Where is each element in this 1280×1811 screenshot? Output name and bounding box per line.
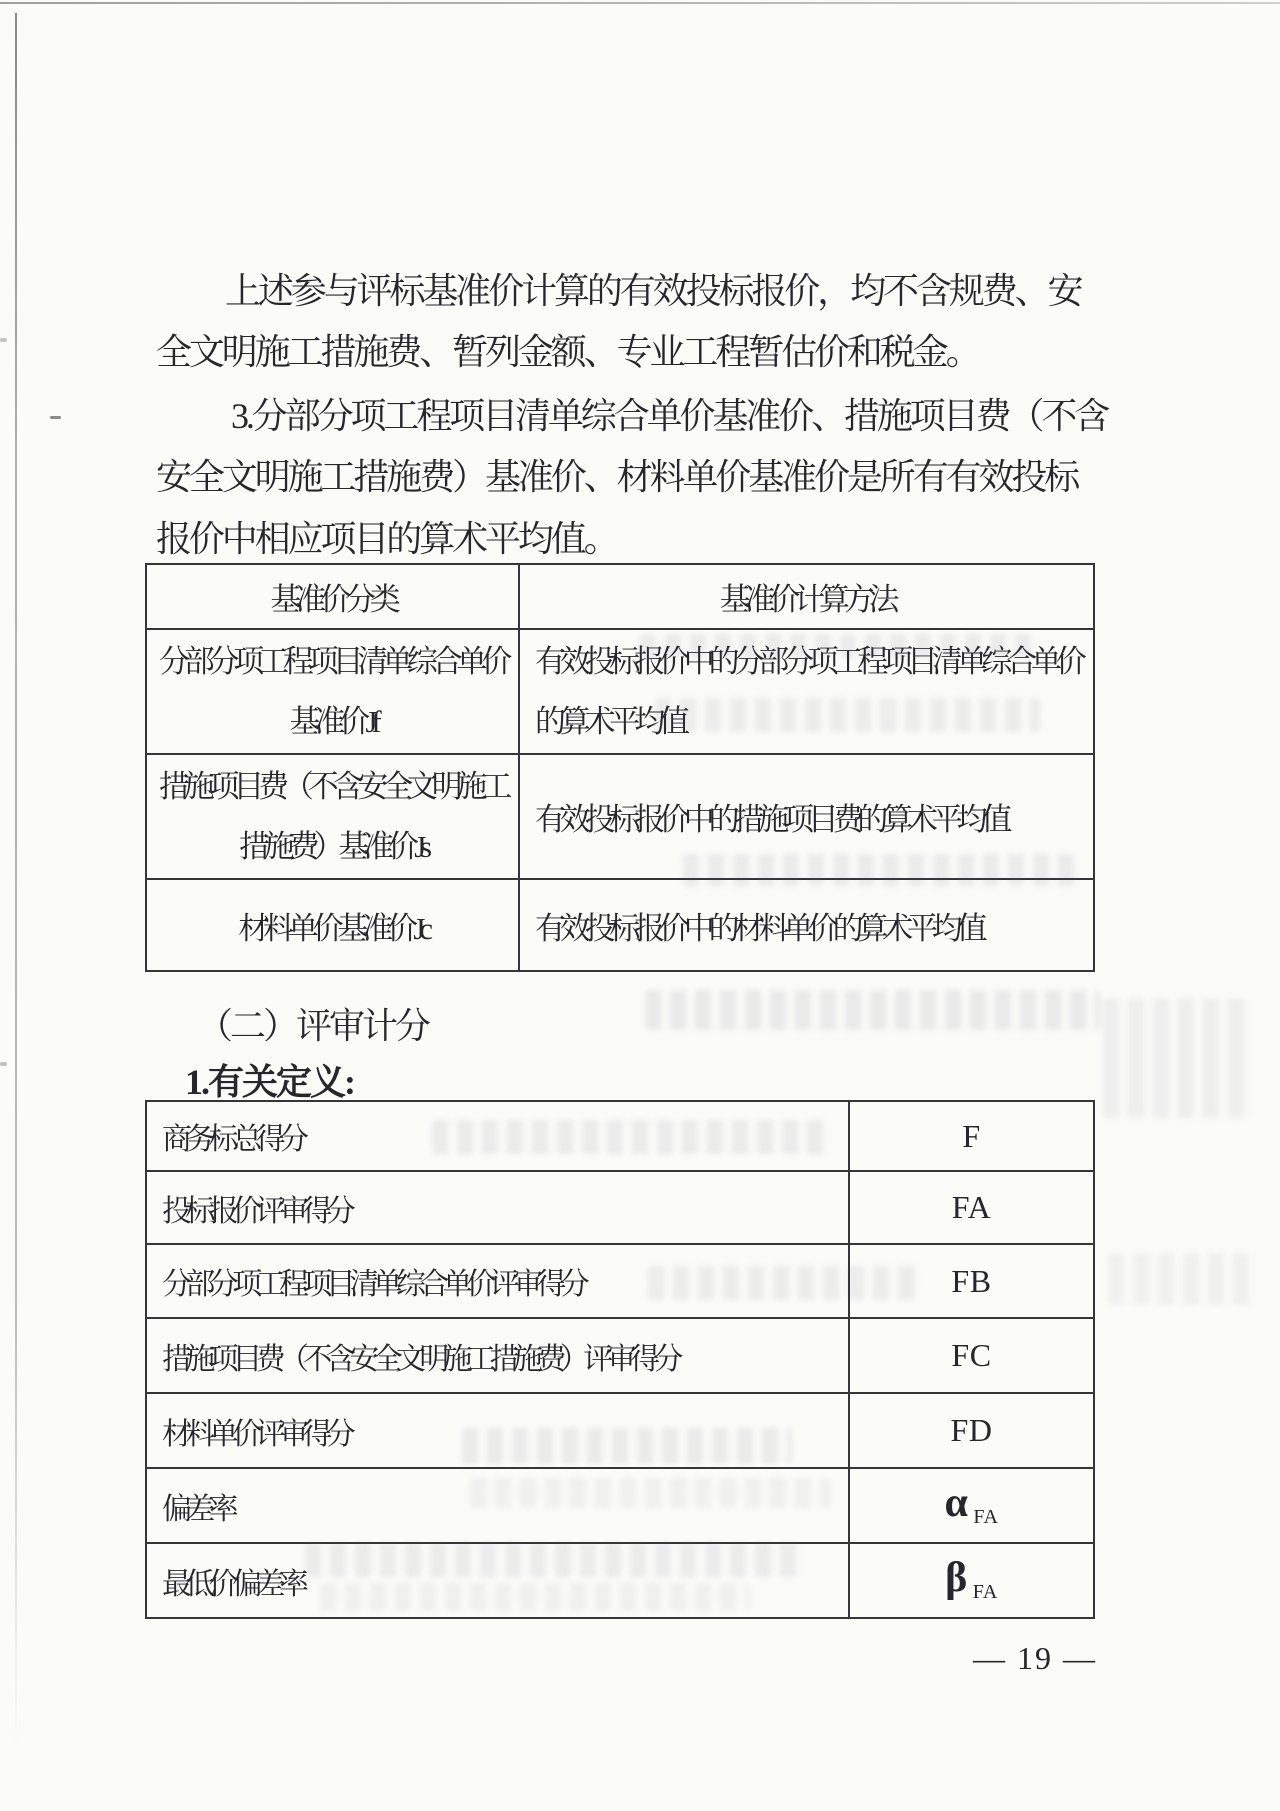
term-cell: 材料单价评审得分 (146, 1393, 849, 1468)
cell-line: 措施项目费（不含安全文明施工 (158, 768, 507, 804)
table-header-row (146, 564, 1094, 629)
table-row (146, 1318, 1094, 1393)
category-cell (146, 879, 519, 971)
scan-speck (0, 338, 7, 342)
benchmark-price-table (145, 563, 1095, 972)
term-cell: 商务标总得分 (146, 1101, 849, 1171)
category-cell (146, 629, 519, 754)
bleedthrough-smudge (1103, 998, 1253, 1118)
section-subheading: 1.有关定义: (185, 1062, 354, 1102)
bleedthrough-smudge (640, 634, 1040, 658)
bleedthrough-smudge (683, 854, 1078, 886)
cell-line: 材料单价基准价 Jc (238, 910, 427, 946)
symbol-subscript: FA (973, 1506, 999, 1528)
term-cell: 投标报价评审得分 (146, 1171, 849, 1244)
symbol-cell: FA (849, 1171, 1094, 1244)
greek-symbol: α (944, 1480, 969, 1526)
table-row (146, 1171, 1094, 1244)
symbol-cell (849, 1543, 1094, 1618)
symbol-cell (849, 1468, 1094, 1543)
paragraph-line: 安全文明施工措施费）基准价、材料单价基准价是所有有效投标 (156, 457, 1078, 497)
definitions-table (145, 1100, 1095, 1619)
cell-line: 的算术平均值 (535, 703, 684, 739)
greek-symbol: β (945, 1555, 968, 1601)
method-cell (519, 879, 1094, 971)
scan-edge-top (0, 2, 1280, 4)
cell-line: 分部分项工程项目清单综合单价 (158, 643, 507, 679)
header-cell-method: 基准价计算方法 (519, 564, 1094, 629)
symbol-cell: FB (849, 1244, 1094, 1318)
bleedthrough-smudge (648, 1266, 920, 1300)
category-cell (146, 754, 519, 879)
symbol-cell: F (849, 1101, 1094, 1171)
paragraph-line: 报价中相应项目的算术平均值。 (156, 519, 617, 559)
paragraph-line: 3.分部分项工程项目清单综合单价基准价、措施项目费（不含 (231, 396, 1108, 436)
header-cell-category: 基准价分类 (146, 564, 519, 629)
table-row (146, 879, 1094, 971)
term-cell: 偏差率 (146, 1468, 849, 1543)
bleedthrough-smudge (462, 1428, 792, 1464)
term-cell: 最低价偏差率 (146, 1543, 849, 1618)
table-row (146, 1244, 1094, 1318)
term-cell: 措施项目费（不含安全文明施工措施费）评审得分 (146, 1318, 849, 1393)
symbol-cell: FD (849, 1393, 1094, 1468)
section-heading: （二）评审计分 (197, 1006, 429, 1046)
bleedthrough-smudge (320, 1583, 750, 1611)
cell-line: 有效投标报价中的分部分项工程项目清单综合单价 (535, 643, 1081, 679)
cell-line: 有效投标报价中的材料单价的算术平均值 (535, 910, 982, 946)
cell-line: 有效投标报价中的措施项目费的算术平均值 (535, 802, 1007, 837)
symbol-cell: FC (849, 1318, 1094, 1393)
scan-speck (0, 1062, 7, 1066)
bleedthrough-smudge (645, 990, 1100, 1030)
paragraph-line: 全文明施工措施费、暂列金额、专业工程暂估价和税金。 (156, 332, 979, 372)
bleedthrough-smudge (305, 1543, 805, 1577)
cell-line: 措施费）基准价 Js (239, 828, 426, 864)
bleedthrough-smudge (1108, 1253, 1256, 1305)
symbol-subscript: FA (972, 1581, 998, 1603)
bleedthrough-smudge (432, 1120, 832, 1154)
page-number: — 19 — (973, 1640, 1097, 1676)
scan-edge-left (15, 13, 17, 1748)
bleedthrough-smudge (470, 1478, 830, 1508)
term-cell: 分部分项工程项目清单综合单价评审得分 (146, 1244, 849, 1318)
bleedthrough-smudge (655, 698, 1040, 732)
scan-speck (50, 416, 61, 419)
paragraph-line: 上述参与评标基准价计算的有效投标报价，均不含规费、安 (225, 271, 1081, 311)
cell-line: 基准价 Jf (289, 703, 376, 739)
